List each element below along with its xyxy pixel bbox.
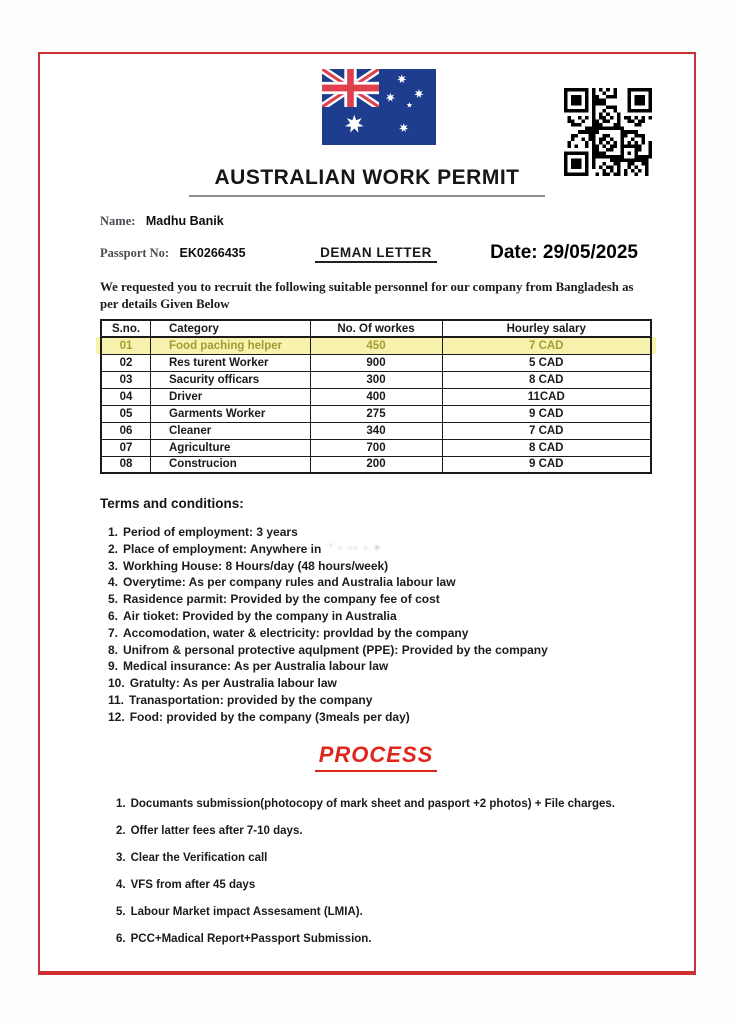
workers-cell: 200 [310,456,442,473]
workers-cell: 900 [310,354,442,371]
date-text: Date: 29/05/2025 [490,242,638,263]
table-row [101,371,651,388]
item-number: 2. [108,541,119,556]
item-text: Unifrom & personal protective aqulpment (PPE): Provided by the company [123,642,548,657]
category-cell: Food paching helper [151,337,311,354]
item-text: Offer latter fees after 7-10 days. [130,824,303,837]
salary-cell: 8 CAD [442,371,651,388]
item-number: 12. [108,709,125,724]
item-text: Rasidence parmit: Provided by the company fee of cost [123,592,440,607]
workers-table [100,319,652,474]
item-text: Place of employment: Anywhere in [123,541,322,556]
list-item [108,541,652,558]
sno-cell: 03 [101,371,151,388]
column-header: No. Of workes [310,320,442,337]
item-text: Food: provided by the company (3meals per day) [129,709,410,724]
item-text: Tranasportation: provided by the company [129,692,373,707]
qr-code [564,88,652,176]
list-item [116,825,652,838]
item-text: Medical insurance: As per Australia labour law [123,659,389,674]
process-heading-row [100,742,652,772]
category-cell: Garments Worker [151,405,311,422]
list-item [108,658,652,675]
item-number: 1. [108,525,119,539]
list-item [108,574,652,591]
item-number: 4. [108,575,119,590]
item-text: Labour Market impact Assesament (LMIA). [130,905,363,918]
workers-cell: 400 [310,388,442,405]
item-text: VFS from after 45 days [130,878,256,891]
list-item [116,879,652,892]
salary-cell: 9 CAD [442,456,651,473]
terms-heading: Terms and conditions: [100,496,244,511]
sno-cell: 04 [101,388,151,405]
union-jack [322,69,379,107]
category-cell: Res turent Worker [151,354,311,371]
item-number: 9. [108,659,119,674]
red-border-frame [38,52,696,975]
table-row [101,405,651,422]
process-list [116,798,652,946]
item-text: PCC+Madical Report+Passport Submission. [130,932,372,945]
item-text: Clear the Verification call [130,851,268,864]
item-text: Accomodation, water & electricity: provldad by the company [123,625,469,640]
process-heading: PROCESS [315,742,438,772]
table-row [101,422,651,439]
name-line [100,212,652,230]
passport-value: EK0266435 [179,246,246,260]
page-title: AUSTRALIAN WORK PERMIT [189,166,546,197]
item-text: Gratulty: As per Australia labour law [129,676,337,691]
workers-cell: 275 [310,405,442,422]
item-text: Air tioket: Provided by the company in Australia [123,608,397,623]
item-number: 11. [108,692,125,707]
australia-flag-icon [322,68,436,146]
workers-cell: 700 [310,439,442,456]
sno-cell: 02 [101,354,151,371]
table-row [101,388,651,405]
table-row [101,439,651,456]
list-item [116,933,652,946]
list-item [108,524,652,541]
item-number: 10. [108,676,125,691]
item-number: 3. [116,851,126,864]
table-row [101,456,651,473]
workers-cell: 340 [310,422,442,439]
document-body [40,212,694,946]
category-cell: Construcion [151,456,311,473]
column-header: Category [151,320,311,337]
salary-cell: 5 CAD [442,354,651,371]
salary-cell: 11CAD [442,388,651,405]
item-number: 4. [116,878,126,891]
name-label: Name: [100,214,136,228]
item-number: 2. [116,824,126,837]
item-text: Overytime: As per company rules and Australia labour law [123,575,456,590]
salary-cell: 9 CAD [442,405,651,422]
item-number: 6. [116,932,126,945]
list-item [108,642,652,659]
item-number: 3. [108,558,119,573]
item-text: Workhing House: 8 Hours/day (48 hours/week) [123,558,389,573]
category-cell: Driver [151,388,311,405]
workers-cell: 450 [310,337,442,354]
sno-cell: 08 [101,456,151,473]
list-item [108,692,652,709]
salary-cell: 7 CAD [442,337,651,354]
category-cell: Agriculture [151,439,311,456]
table-row [101,354,651,371]
table-header [101,320,651,337]
list-item [116,852,652,865]
category-cell: Cleaner [151,422,311,439]
list-item [108,591,652,608]
list-item [108,558,652,575]
sno-cell: 05 [101,405,151,422]
item-text: Documants submission(photocopy of mark sheet and pasport +2 photos) + File charges. [130,797,615,810]
header-row [101,320,651,337]
table-row [101,337,651,354]
sno-cell: 07 [101,439,151,456]
passport-line [100,244,290,262]
doc-type-cell [290,244,463,263]
list-item [116,906,652,919]
list-item [108,625,652,642]
item-number: 5. [108,592,119,607]
list-item [116,798,652,811]
name-value: Madhu Banik [145,214,224,228]
redacted-text: ' - -- - + [329,542,382,554]
list-item [108,709,652,726]
item-number: 6. [108,608,119,623]
date-cell [462,242,652,264]
item-number: 7. [108,625,119,640]
list-item [108,608,652,625]
column-header: S.no. [101,320,151,337]
document-type-label: DEMAN LETTER [315,245,437,263]
list-item [108,675,652,692]
intro-paragraph: We requested you to recruit the following suitable personnel for our company from Bangladesh as per details Given Below [100,280,634,311]
workers-cell: 300 [310,371,442,388]
item-number: 1. [116,797,126,810]
salary-cell: 8 CAD [442,439,651,456]
item-text: Period of employment: 3 years [123,525,298,539]
item-number: 5. [116,905,126,918]
column-header: Hourley salary [442,320,651,337]
category-cell: Sacurity officars [151,371,311,388]
terms-list [108,524,652,726]
sno-cell: 01 [101,337,151,354]
salary-cell: 7 CAD [442,422,651,439]
item-number: 8. [108,642,119,657]
info-band [100,242,652,264]
passport-label: Passport No: [100,246,170,260]
sno-cell: 06 [101,422,151,439]
